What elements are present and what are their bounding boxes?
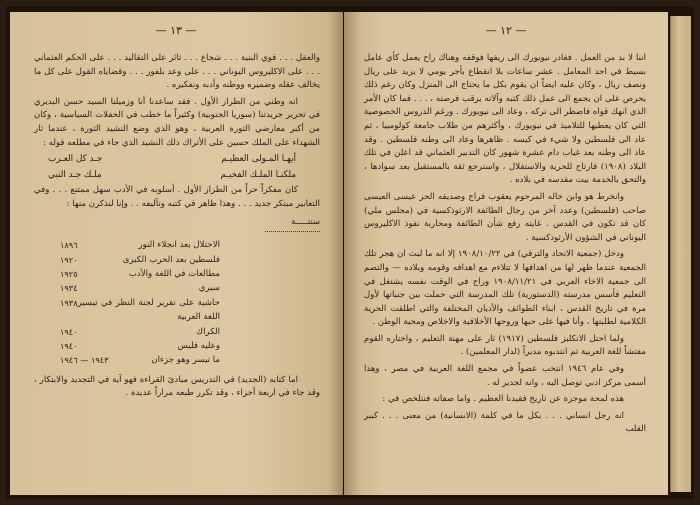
list-item: الاحتلال بعد انجلاء النور ١٨٩٦ bbox=[60, 240, 220, 251]
list-item: حاشية على تقرير لجنة النظر في تيسير اللغة العربية ١٩٣٨ bbox=[60, 297, 220, 323]
gutter-shadow bbox=[344, 12, 360, 495]
paragraph: اما كتابه (الجديد) في التدريس مبادئ القراءة فهو آية في التجديد والابتكار ، وقد جاء في اربعة أجزاء ، وقد تكرر طبعه مراراً عديدة . bbox=[34, 374, 320, 399]
list-item: سيري ١٩٣٤ bbox=[60, 283, 220, 294]
right-page-text bbox=[364, 52, 646, 440]
list-item: ما تيسر وهو جزءان ١٩٤٣ — ١٩٤٦ bbox=[60, 355, 220, 366]
paragraph: اننا لا بد من العمل . فغادر نيويورك الى ريفها فوقفه وهناك راح يعمل كأي عامل بسيط في احد المعامل . عشر ساعات بلا انقطاع بأجر يومي لا يزيد على ريال ونصف ريال ، وكان عليه ايضاً ان يقوم بكل ما يحتاج الى المنزل وكان رغم ذلك يحرص على ان يجمع الى عمل ذلك كتبه وآلاته يرقب فرصته ، . . . فما كان الأمر الذي انهك قواه فاضطر الى تركه ، وعاد الى نيويورك . ورغم الدروس الخصوصية التي كان يعطيها للتلاميذ في نيويورك ، وأكثرهم من طلاب جامعة كولومبيا ، ثم عاد الى فلسطين ولا شيء في كيسه . ظاهرها وعاد الى وطنه فلسطين . وقد عاد الى وطنه بعد غياب دام عشرة شهور كان التدبير العثماني قد اعلن في تلك البلاد (١٩٠٨) فارتاح للحرية والاستقلال ، واسترجع ثقة بالمستقبل بعد سوادها ، والتحق بالخدمة بيت مقدسه في بلاده . bbox=[364, 53, 646, 186]
list-item: فلسطين بعد الحرب الكبرى ١٩٢٠ bbox=[60, 254, 220, 265]
paragraph: هذه لمحة موجزة عن تاريخ فقيدنا العظيم . واما صفاته فنتلخص في : bbox=[382, 394, 624, 405]
works-year-heading: سنتـــــة bbox=[291, 215, 320, 226]
verse-hemistich: ملكنـا الملـك الفخيـم bbox=[220, 169, 296, 180]
paragraph: ودخل (جمعية الاتحاد والترقي) في ١٩٠٨/١٠/٢٢ إلا انه ما لبث ان هجر تلك الجمعية عندما ظهر لها من اهدافها لا تتلاءم مع اهدافه وقومه وبلاده — والتصم الى جمعية الاخاء العربي في ١٩٠٨/١١/٢١ وراح في الوقت نفسه يشتغل في التعليم فأسس مدرسته (الدستورية) تلك المدرسة التي حملت بين جنباتها لأول مرة في تاريخ القدس ، ابناء الطوائف والأديان المختلفة والتي اطلقت الحرية الكلامية لطلبتها ، وأنا فيها على حبها وروحها الأخلاقية والاخلاص ومحبة الوطن . bbox=[364, 249, 646, 328]
book-scan bbox=[6, 6, 694, 499]
right-page bbox=[344, 12, 668, 495]
paragraph: وفي عام ١٩٤٦ انتخب عضواً في مجمع اللغة العربية في مصر ، وهذا أسمى مركز ادبي توصل اليه ، وانه لجدير له . bbox=[364, 364, 646, 388]
verse-hemistich: جـد كل العـرب bbox=[48, 154, 103, 165]
paragraph: كان مفكراً حراً من الطراز الأول . أسلوبه في الأدب سهل ممتنع . . . وفي التعابير مبتكر جديد . . . وهذا ظاهر في كتبه وتآليفه . . وإنا لنذكرن منها : bbox=[34, 185, 320, 209]
paragraph: انه رجل انساني . . . بكل ما في كلمة (الانسانية) من معنى . . . كبير القلب bbox=[364, 410, 646, 435]
list-item: الكراك ١٩٤٠ bbox=[60, 326, 220, 337]
page-number: — ١٣ — bbox=[155, 24, 197, 37]
works-list bbox=[34, 238, 320, 368]
verse-line bbox=[48, 169, 296, 183]
paragraph: وانخرط هو وابن خاله المرحوم يعقوب فراج وصديقه الحر عيسى العيسى صاحب (فلسطين) وعدد آخر من رجال الطائفة الارثوذكسية في (مجلس ملي) كان قد تكون في القدس . غايته رفع شأن الطائفة ومحاربة نفوذ الاكليروس اليوناني في الشؤون الأرثوذكسية . bbox=[364, 191, 646, 243]
list-item: وعليه فليس ١٩٤٠ bbox=[60, 340, 220, 351]
verse-hemistich: ملـك جـد النبي bbox=[48, 169, 102, 180]
left-page bbox=[10, 12, 343, 495]
gutter-shadow bbox=[328, 12, 342, 495]
verse-line bbox=[48, 153, 296, 167]
paragraph: والعقل . . . قوي البنية . . . شجاع . . . ثائر على التقاليد . . . على الحكم العثماني . . . على الاكليروس اليوناني . . . على وعد بلفور . . . وقضاياه القول على كل ما يخالف عقله وضميره ووطنه وأدبه ونفكيره . bbox=[34, 53, 320, 91]
page-edges bbox=[670, 16, 691, 492]
paragraph: ولما احتل الانكليز فلسطين (١٩١٧) ثار على مهنة التعليم ، واختاره القوم مفتشاً للغة العربية ثم انتدبوه مديراً (لدار المعلمين) . bbox=[364, 333, 646, 358]
left-page-text bbox=[34, 52, 320, 404]
list-item: مطالعات في اللغة والأدب ١٩٢٥ bbox=[60, 268, 220, 279]
verse-hemistich: أيهـا المـولى العظيـم bbox=[221, 154, 296, 165]
divider bbox=[265, 231, 320, 232]
paragraph: انه وطني من الطراز الأول . فقد ساعدنا أنا وزميلنا السيد حسن البديري في تحرير جريدتنا (سوريا الجنوبية) وكثيراً ما خطب في الحفلات السياسية ، وكان من أكبر معارضي الثورة العربية ، وهو الذي وضع النشيد الثورة ، عندما ثار الشهداء على الملك حسين على الأتراك ذلك النشيد الذي جاء في مطلعه قوله : bbox=[34, 96, 320, 148]
page-number: — ١٢ — bbox=[485, 24, 527, 37]
